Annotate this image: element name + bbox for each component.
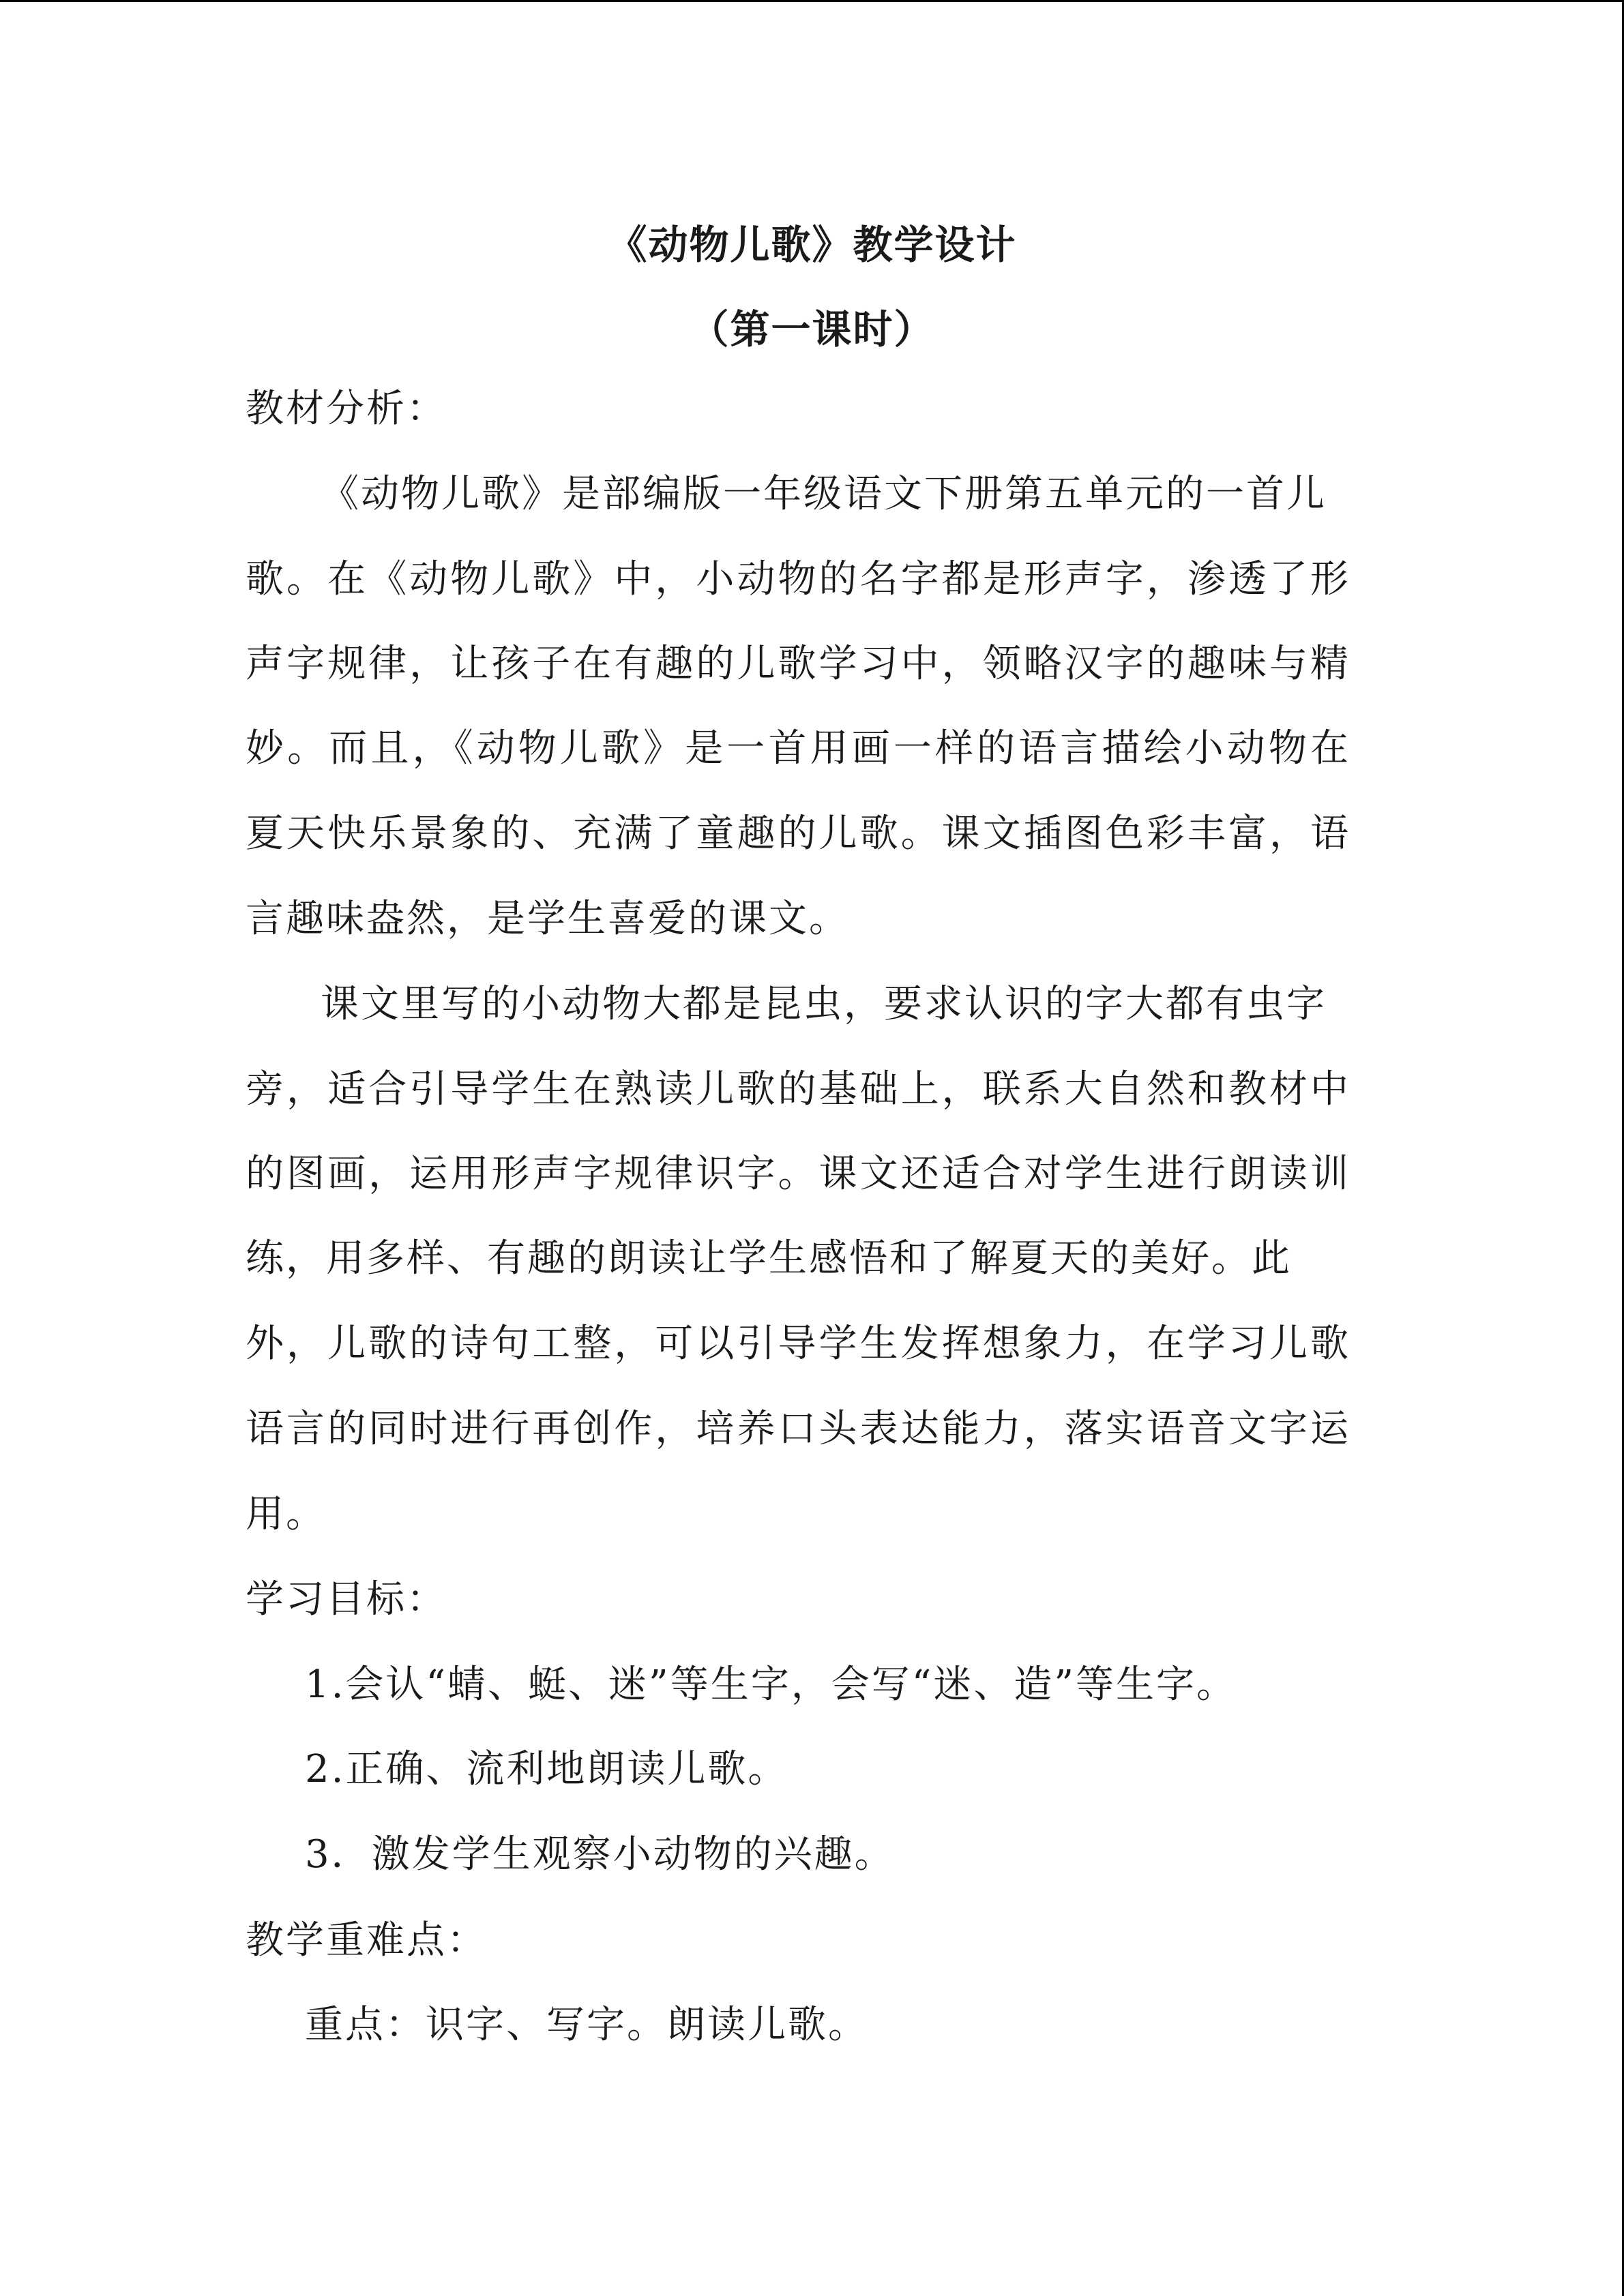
paragraph-line: 课文里写的小动物大都是昆虫，要求认识的字大都有虫字	[321, 982, 1327, 1026]
goal-item: 2.正确、流利地朗读儿歌。	[305, 1747, 788, 1791]
document-title: 《动物儿歌》教学设计	[607, 222, 1017, 268]
paragraph-line: 旁，适合引导学生在熟读儿歌的基础上，联系大自然和教材中	[246, 1067, 1350, 1112]
paragraph-line: 妙。而且，《动物儿歌》是一首用画一样的语言描绘小动物在	[246, 726, 1350, 771]
paragraph-line: 歌。在《动物儿歌》中，小动物的名字都是形声字，渗透了形	[246, 557, 1350, 601]
paragraph-line: 声字规律，让孩子在有趣的儿歌学习中，领略汉字的趣味与精	[246, 642, 1350, 686]
section-heading-material: 教材分析：	[246, 387, 447, 431]
paragraph-line: 语言的同时进行再创作，培养口头表达能力，落实语音文字运	[246, 1407, 1350, 1451]
paragraph-line: 的图画，运用形声字规律识字。课文还适合对学生进行朗读训	[246, 1152, 1350, 1196]
paragraph-line: 用。	[246, 1492, 326, 1536]
paragraph-line: 《动物儿歌》是部编版一年级语文下册第五单元的一首儿	[321, 472, 1327, 516]
section-heading-goals: 学习目标：	[246, 1577, 447, 1622]
goal-item: 1.会认“蜻、蜓、迷”等生字，会写“迷、造”等生字。	[305, 1663, 1237, 1707]
paragraph-line: 言趣味盎然，是学生喜爱的课文。	[246, 897, 849, 941]
document-subtitle: （第一课时）	[689, 306, 935, 353]
paragraph-line: 外，儿歌的诗句工整，可以引导学生发挥想象力，在学习儿歌	[246, 1322, 1350, 1366]
section-heading-key-points: 教学重难点：	[246, 1918, 487, 1963]
paragraph-line: 练，用多样、有趣的朗读让学生感悟和了解夏天的美好。此	[246, 1236, 1292, 1281]
goal-item: 3．激发学生观察小动物的兴趣。	[305, 1832, 895, 1877]
paragraph-line: 夏天快乐景象的、充满了童趣的儿歌。课文插图色彩丰富，语	[246, 811, 1350, 856]
key-point-item: 重点：识字、写字。朗读儿歌。	[305, 2003, 868, 2047]
